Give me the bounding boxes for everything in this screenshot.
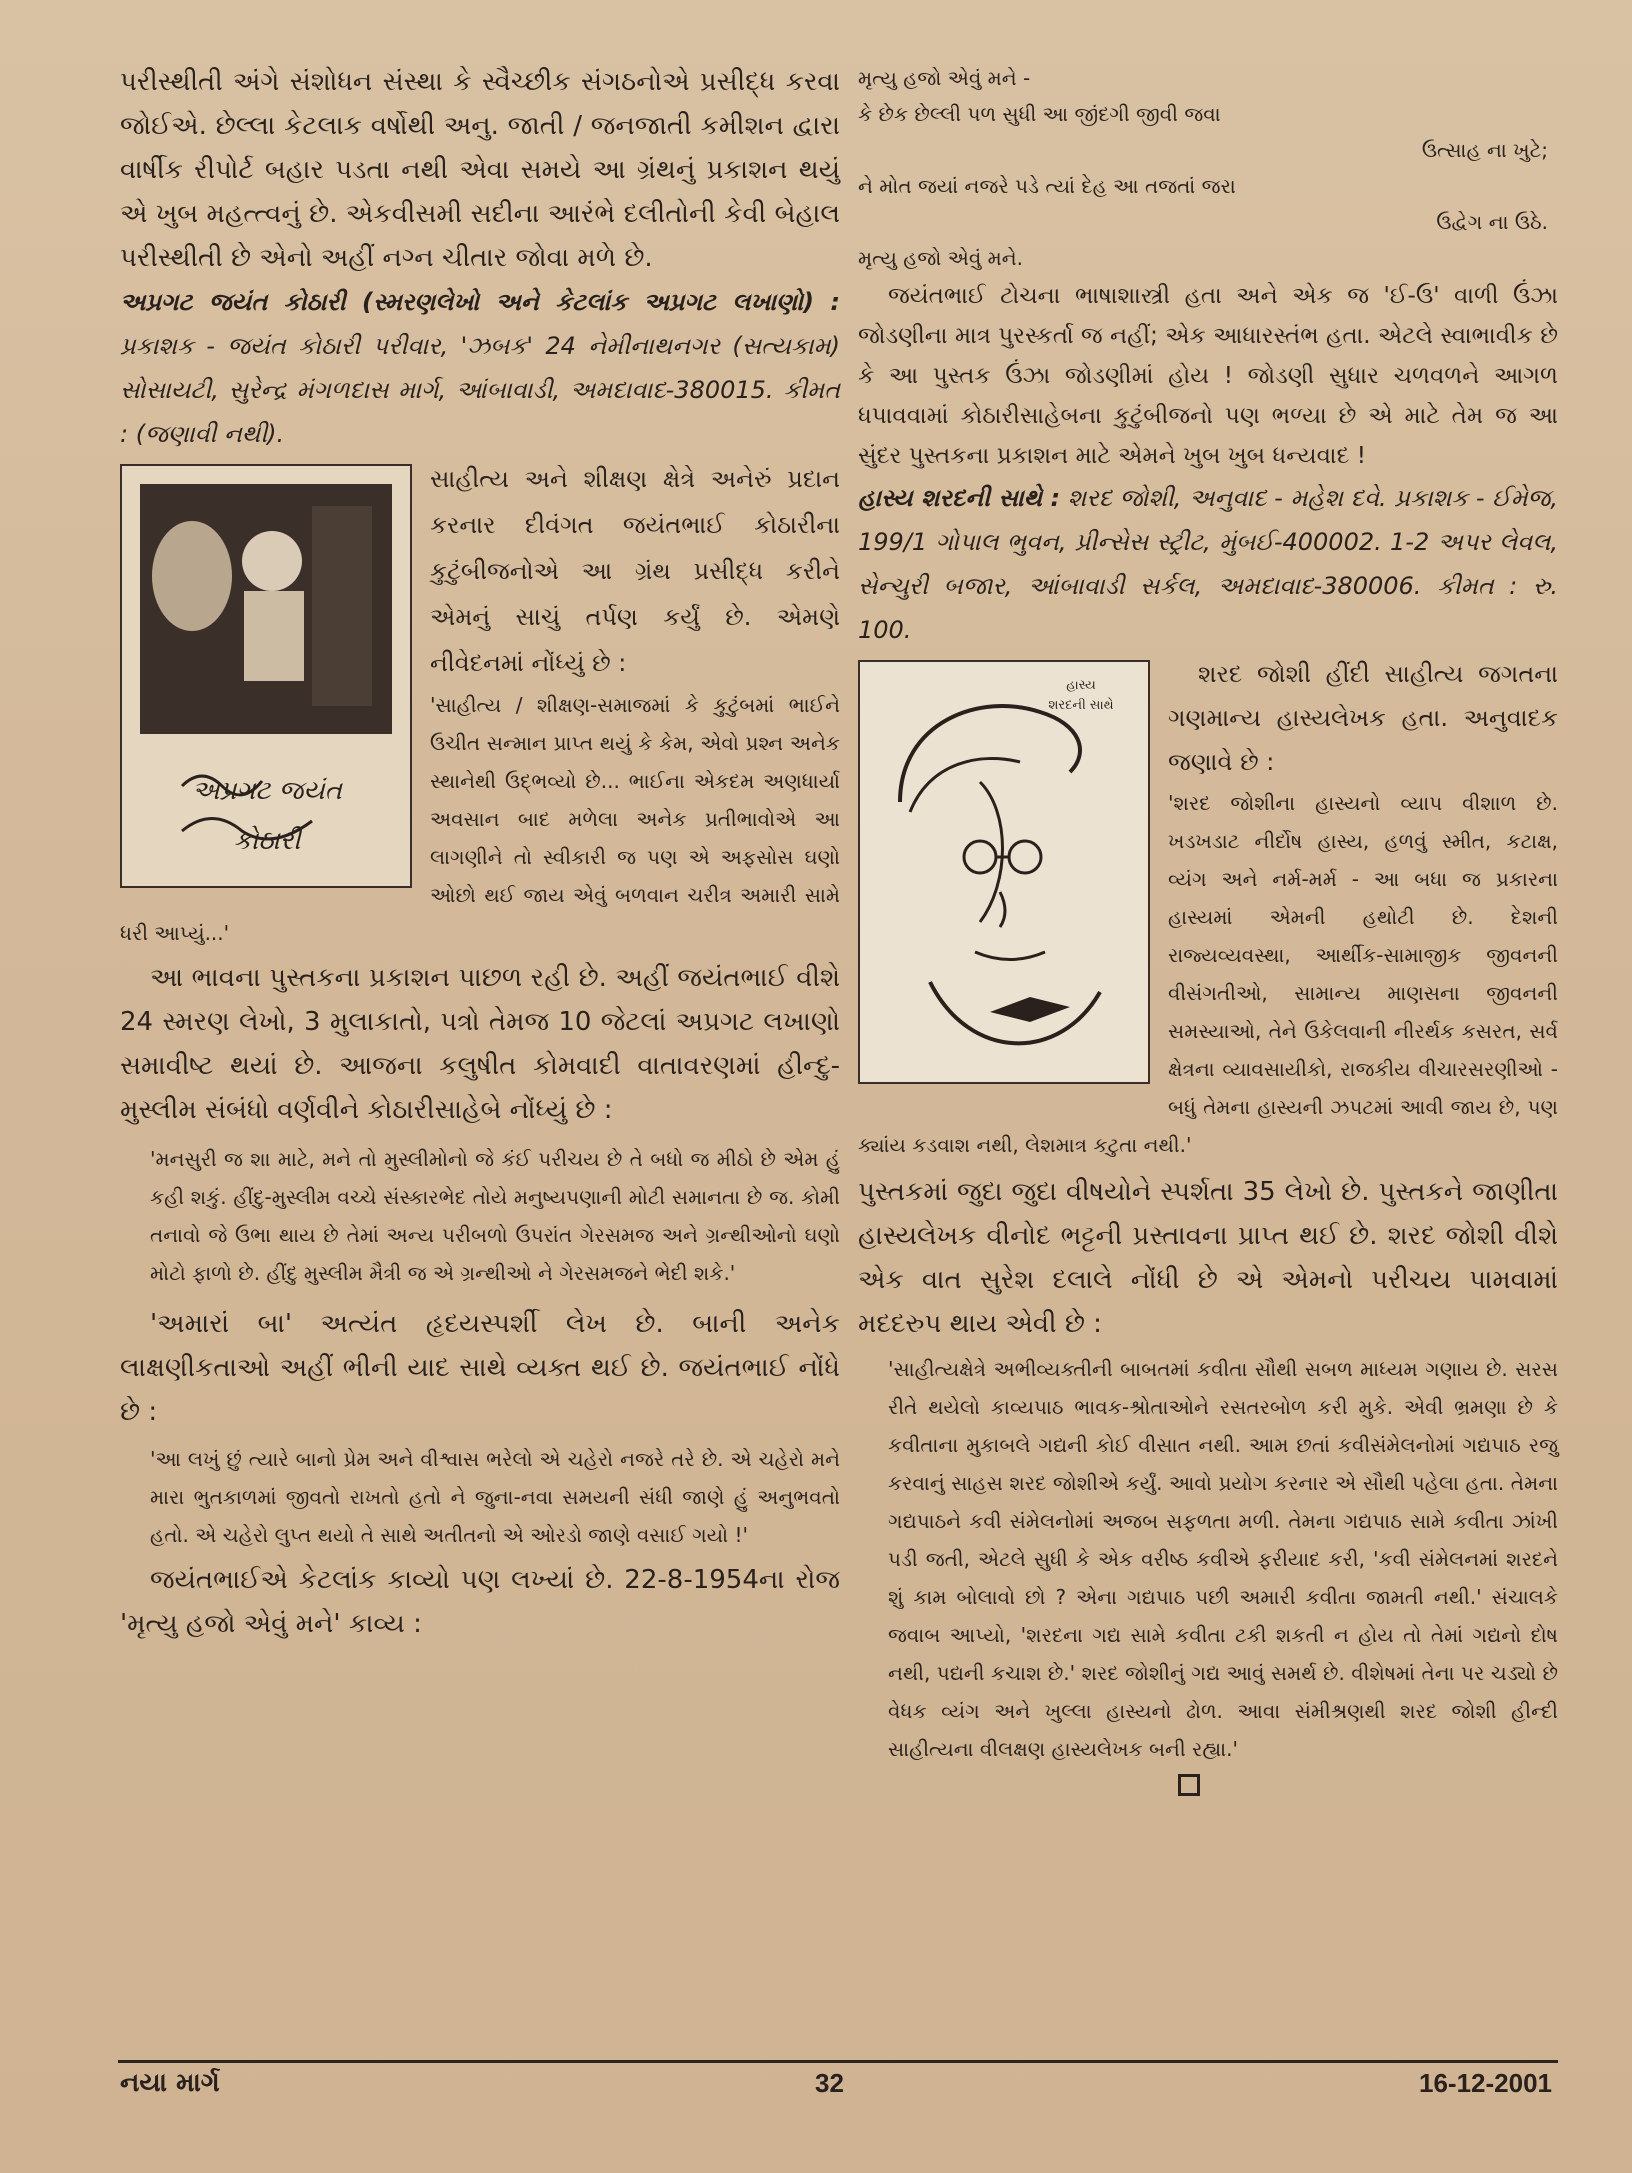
book-details: પ્રકાશક - જયંત કોઠારી પરીવાર, 'ઝબક' 24 નેમીનાથનગર (સત્યકામ) સોસાયટી, સુરેન્દ્ર મંગળદાસ માર્ગ, આંબાવાડી, અમદાવાદ-380015. કીમત : (જણાવી નથી).	[120, 332, 840, 448]
left-quote-3: 'આ લખું છું ત્યારે બાનો પ્રેમ અને વીશ્વાસ ભરેલો એ ચહેરો નજરે તરે છે. એ ચહેરો મને મારા ભુતકાળમાં જીવતો રાખતો હતો ને જુના-નવા સમયની સંધી જાણે હું અનુભવતો હતો. એ ચહેરો લુપ્ત થયો તે સાથે અતીતનો એ ઓરડો જાણે વસાઈ ગયો !'	[150, 1447, 840, 1547]
left-quote-2: 'મનસુરી જ શા માટે, મને તો મુસ્લીમોનો જે કંઈ પરીચય છે તે બધો જ મીઠો છે એમ હું કહી શકું. હીંદુ-મુસ્લીમ વચ્ચે સંસ્કારભેદ તોયે મનુષ્યપણાની મોટી સમાનતા છે જ. કોમી તનાવો જે ઉભા થાય છે તેમાં અન્ય પરીબળો ઉપરાંત ગેરસમજ અને ગ્રન્થીઓનો ઘણો મોટો ફાળો છે. હીંદુ મુસ્લીમ મૈત્રી જ એ ગ્રન્થીઓ ને ગેરસમજને ભેદી શકે.'	[150, 1147, 840, 1285]
left-paragraph-2: સાહીત્ય અને શીક્ષણ ક્ષેત્રે અનેરું પ્રદાન કરનાર દીવંગત જયંતભાઈ કોઠારીના કુટુંબીજનોએ આ ગ્રંથ પ્રસીદ્ધ કરીને એમનું સાચું તર્પણ કર્યું છે. એમણે નીવેદનમાં નોંધ્યું છે :	[430, 465, 840, 677]
left-paragraph-4: 'અમારાં બા' અત્યંત હૃદયસ્પર્શી લેખ છે. બાની અનેક લાક્ષણીકતાઓ અહીં ભીની યાદ સાથે વ્યક્ત થઈ છે. જયંતભાઈ નોંધે છે :	[120, 1309, 840, 1427]
cartoon-caption: હાસ્ય શરદની સાથે	[1048, 678, 1114, 713]
book-listing-apragat	[120, 280, 840, 456]
poem-line: ને મોત જયાં નજરે પડે ત્યાં દેહ આ તજતાં જરા	[858, 174, 1236, 198]
poem	[858, 60, 1558, 276]
poem-line: ઉદ્વેગ ના ઉઠે.	[1436, 210, 1548, 234]
book-cover-image	[120, 464, 412, 888]
book-cover-caption: અપ્રગટ જયંત કોઠારી	[192, 776, 342, 856]
book-title: અપ્રગટ જયંત કોઠારી (સ્મરણલેખો અને કેટલાંક અપ્રગટ લખાણો) :	[120, 288, 840, 316]
book-title: હાસ્ય શરદની સાથે :	[858, 484, 1061, 512]
left-column	[120, 60, 840, 1646]
right-quote-2: 'સાહીત્યક્ષેત્રે અભીવ્યક્તીની બાબતમાં કવીતા સૌથી સબળ માધ્યમ ગણાય છે. સરસ રીતે થયેલો કાવ્યપાઠ ભાવક-શ્રોતાઓને રસતરબોળ કરી મુકે. એવી ભ્રમણા છે કે કવીતાના મુકાબલે ગદ્યની કોઈ વીસાત નથી. આમ છતાં કવીસંમેલનોમાં ગદ્યપાઠ રજુ કરવાનું સાહસ શરદ જોશીએ કર્યું. આવો પ્રયોગ કરનાર એ સૌથી પહેલા હતા. તેમના ગદ્યપાઠને કવી સંમેલનોમાં અજબ સફળતા મળી. તેમના ગદ્યપાઠ સામે કવીતા ઝાંખી પડી જતી, એટલે સુધી કે એક વરીષ્ઠ કવીએ ફરીયાદ કરી, 'કવી સંમેલનમાં શરદને શું કામ બોલાવો છો ? એના ગદ્યપાઠ પછી અમારી કવીતા જામતી નથી.' સંચાલકે જવાબ આપ્યો, 'શરદના ગદ્ય સામે કવીતા ટકી શકતી ન હોય તો તેમાં ગદ્યનો દોષ નથી, પદ્યની કચાશ છે.' શરદ જોશીનું ગદ્ય આવું સમર્થ છે. વીશેષમાં તેના પર ચડ્યો છે વેધક વ્યંગ અને ખુલ્લા હાસ્યનો ઢોળ. આવા સંમીશ્રણથી શરદ જોશી હીન્દી સાહીત્યના વીલક્ષણ હાસ્યલેખક બની રહ્યા.'	[888, 1357, 1558, 1761]
left-paragraph-1: પરીસ્થીતી અંગે સંશોધન સંસ્થા કે સ્વૈચ્છીક સંગઠનોએ પ્રસીદ્ધ કરવા જોઈએ. છેલ્લા કેટલાક વર્ષોથી અનુ. જાતી / જનજાતી કમીશન દ્વારા વાર્ષીક રીપોર્ટ બહાર પડતા નથી એવા સમયે આ ગ્રંથનું પ્રકાશન થયું એ ખુબ મહત્ત્વનું છે. એકવીસમી સદીના આરંભે દલીતોની કેવી બેહાલ પરીસ્થીતી છે એનો અહીં નગ્ન ચીતાર જોવા મળે છે.	[120, 67, 840, 273]
left-quote-1: 'સાહીત્ય / શીક્ષણ-સમાજમાં કે કુટુંબમાં ભાઈને ઉચીત સન્માન પ્રાપ્ત થયું કે કેમ, એવો પ્રશ્ન અનેક સ્થાનેથી ઉદ્ભવ્યો છે... ભાઈના એકદમ અણધાર્યા અવસાન બાદ મળેલા અનેક પ્રતીભાવોએ આ લાગણીને તો સ્વીકારી જ પણ એ અફસોસ ઘણો ઓછો થઈ જાય એવું બળવાન ચરીત્ર અમારી સામે ધરી આપ્યું...'	[120, 693, 840, 945]
right-paragraph-2: શરદ જોશી હીંદી સાહીત્ય જગતના ગણમાન્ય હાસ્યલેખક હતા. અનુવાદક જણાવે છે :	[1168, 660, 1558, 776]
magazine-name: નયા માર્ગ	[120, 2068, 220, 2098]
footer-rule	[118, 2060, 1558, 2063]
left-paragraph-5: જયંતભાઈએ કેટલાંક કાવ્યો પણ લખ્યાં છે. 22-8-1954ના રોજ 'મૃત્યુ હજો એવું મને' કાવ્ય :	[120, 1565, 840, 1639]
book-details: શરદ જોશી, અનુવાદ - મહેશ દવે. પ્રકાશક - ઈમેજ, 199/1 ગોપાલ ભુવન, પ્રીન્સેસ સ્ટ્રીટ, મુંબઈ-400002. 1-2 અપર લેવલ, સેન્ચુરી બજાર, આંબાવાડી સર્કલ, અમદાવાદ-380006. કીમત : રુ. 100.	[858, 484, 1558, 644]
right-paragraph-1: જયંતભાઈ ટોચના ભાષાશાસ્ત્રી હતા અને એક જ 'ઈ-ઉ' વાળી ઉંઝા જોડણીના માત્ર પુરસ્કર્તા જ નહીં; એક આધારસ્તંભ હતા. એટલે સ્વાભાવીક છે કે આ પુસ્તક ઉંઝા જોડણીમાં હોય ! જોડણી સુધાર ચળવળને આગળ ધપાવવામાં કોઠારીસાહેબના કુટુંબીજનો પણ ભળ્યા છે એ માટે તેમ જ આ સુંદર પુસ્તકના પ્રકાશન માટે એમને ખુબ ખુબ ધન્યવાદ !	[858, 283, 1558, 469]
poem-line: મૃત્યુ હજો એવું મને.	[858, 246, 1024, 270]
right-column	[858, 60, 1558, 1796]
poem-line: ઉત્સાહ ના ખુટે;	[1421, 138, 1548, 162]
issue-date: 16-12-2001	[1419, 2068, 1552, 2098]
caricature-icon	[860, 662, 1148, 1082]
page-number: 32	[815, 2068, 844, 2098]
poem-line: કે છેક છેલ્લી પળ સુધી આ જીંદગી જીવી જવા	[858, 102, 1221, 126]
book-listing-hasya	[858, 476, 1558, 652]
poem-line: મૃત્યુ હજો એવું મને -	[858, 66, 1031, 90]
cartoon-image	[858, 660, 1150, 1084]
end-of-article-mark	[1178, 1774, 1200, 1796]
right-paragraph-3: પુસ્તકમાં જુદા જુદા વીષયોને સ્પર્શતા 35 લેખો છે. પુસ્તકને જાણીતા હાસ્યલેખક વીનોદ ભટ્ટની પ્રસ્તાવના પ્રાપ્ત થઈ છે. શરદ જોશી વીશે એક વાત સુરેશ દલાલે નોંધી છે એ એમનો પરીચય પામવામાં મદદરુપ થાય એવી છે :	[858, 1177, 1558, 1339]
right-quote-1: 'શરદ જોશીના હાસ્યનો વ્યાપ વીશાળ છે. ખડખડાટ નીર્દોષ હાસ્ય, હળવું સ્મીત, કટાક્ષ, વ્યંગ અને નર્મ-મર્મ - આ બધા જ પ્રકારના હાસ્યમાં એમની હથોટી છે. દેશની રાજ્યવ્યવસ્થા, આર્થીક-સામાજીક જીવનની વીસંગતીઓ, સામાન્ય માણસના જીવનની સમસ્યાઓ, તેને ઉકેલવાની નીરર્થક કસરત, સર્વ ક્ષેત્રના વ્યાવસાયીકો, રાજકીય વીચારસરણીઓ - બધું તેમના હાસ્યની ઝપટમાં આવી જાય છે, પણ ક્યાંય કડવાશ નથી, લેશમાત્ર કટુતા નથી.'	[858, 791, 1558, 1157]
left-paragraph-3: આ ભાવના પુસ્તકના પ્રકાશન પાછળ રહી છે. અહીં જયંતભાઈ વીશે 24 સ્મરણ લેખો, 3 મુલાકાતો, પત્રો તેમજ 10 જેટલાં અપ્રગટ લખાણો સમાવીષ્ટ થયાં છે. આજના કલુષીત કોમવાદી વાતાવરણમાં હીન્દુ-મુસ્લીમ સંબંધો વર્ણવીને કોઠારીસાહેબે નોંધ્યું છે :	[120, 963, 840, 1125]
